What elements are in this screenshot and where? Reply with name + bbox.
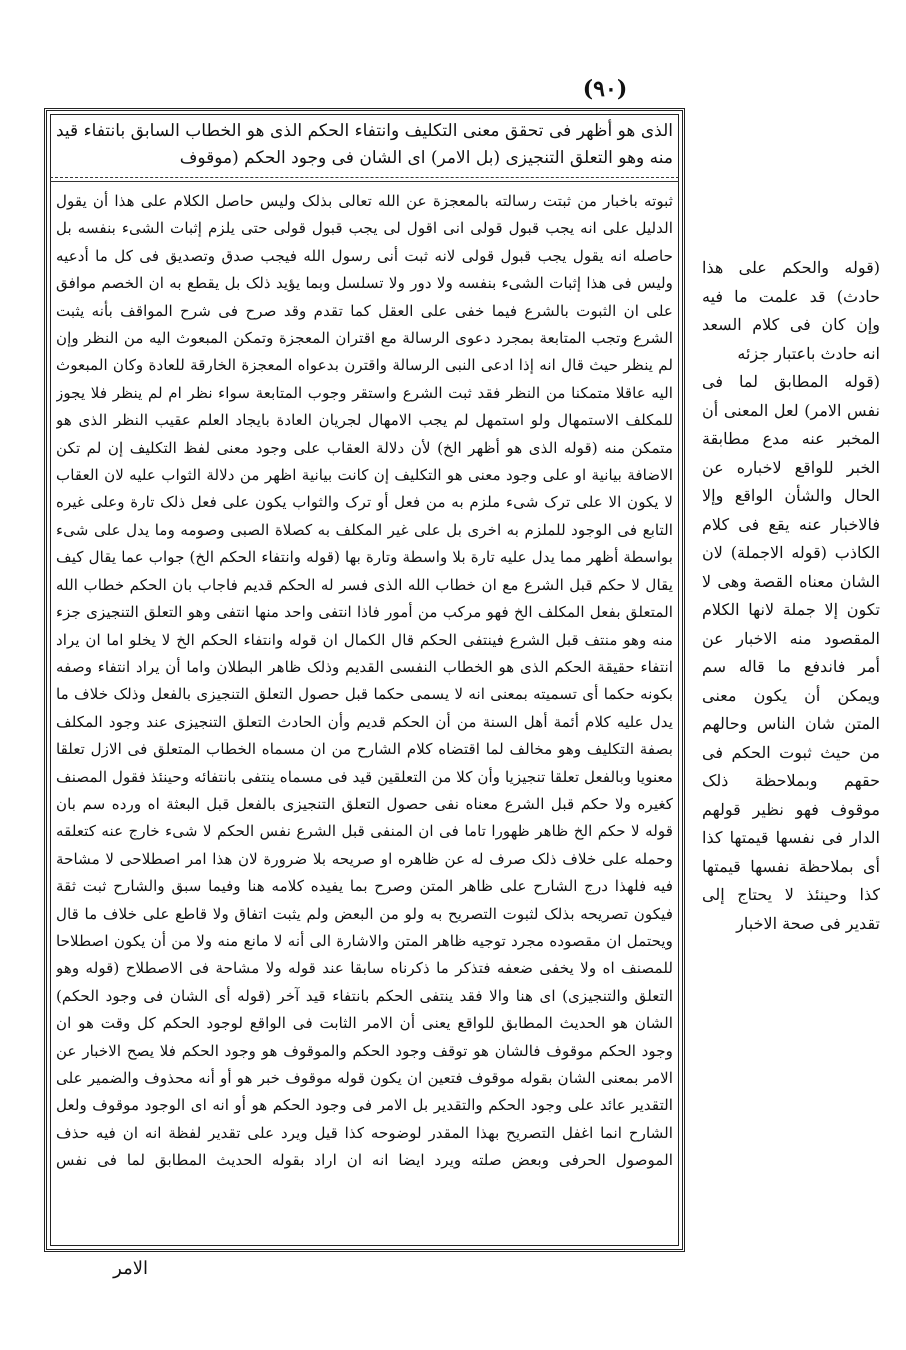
main-text-top: الذی هو أظهر فی تحقق معنی التکلیف وانتفاء الحکم الذی هو الخطاب السابق بانتفاء قید منه وهو التعلق التنجیزی (بل الامر) ای الشان فی وجود الحکم (موقوف — [56, 121, 673, 168]
commentary-text — [56, 188, 673, 1240]
catchword: الامر — [113, 1258, 148, 1279]
margin-note-2: (قوله المطابق لما فی نفس الامر) لعل المعنی أن المخبر عنه مدع مطابقة الخبر للواقع لاخباره عن الحال والشأن الواقع وإلا فالاخبار عنه یقع فی کلام الکاذب (قوله الاجملة) لان الشان معناه القصة وهی لا تکون إلا جملة لانها الکلام المقصود منه الاخبار عن أمر فاندفع ما قاله سم ویمکن أن یکون معنی المتن شان الناس وحالهم من حیث ثبوت الحکم فی حقهم وبملاحظة ذلک موقوف فهو نظیر قولهم الدار فی نفسها قیمتها کذا أی بملاحظة نفسها قیمتها کذا وحینئذ لا یحتاج إلی تقدیر فی صحة الاخبار — [702, 372, 880, 933]
margin-note-1: (قوله والحکم علی هذا حادث) قد علمت ما فیه وإن کان فی کلام السعد انه حادث باعتبار جزئه — [702, 258, 880, 363]
separator-line — [50, 181, 679, 182]
commentary-paragraph: ثبوته باخبار من ثبتت رسالته بالمعجزة عن الله تعالی بذلک ولیس حاصل الکلام علی هذا أن یقول الدلیل علی انه یجب قبول قولی انی اقول لی یجب قبول قولی حتی یلزم إثبات الشیء بنفسه بل حاصله انه یقول یجب قبول قولی لانه ثبت أنی رسول الله فیجب صدق وتصدیق فی کل ما أدعیه ولیس فی هذا إثبات الشیء بنفسه ولا دور ولا تسلسل وبما یؤید ذلک بل یقطع به ان الخصم موافق علی ان الثبوت بالشرع فیما خفی علی العقل کما تقدم وقد صرح فی شرح المواقف بأنه یثبت الشرع وتجب المتابعة بمجرد دعوی الرسالة مع اقتران المعجزة وتمکن المبعوث الیه من النظر وإن لم ینظر حیث قال انه إذا ادعی النبی الرسالة واقترن بدعواه المعجزة الخارقة للعادة وکان المبعوث الیه عاقلا متمکنا من النظر فقد ثبت الشرع واستقر وجوب المتابعة سواء نظر ام لم ینظر فلا یجوز للمکلف الاستمهال ولو استمهل لم یجب الامهال لجریان العادة بایجاد العلم عقیب النظر الذی هو متمکن منه (قوله الذی هو أظهر الخ) لأن دلالة العقاب علی وجود معنی لفظ التکلیف إن لم تکن الاضافة بیانیة او علی وجود معنی هو التکلیف إن کانت بیانیة اظهر من دلالة الثواب علیه لان العقاب لا یکون الا علی ترک شیء ملزم به من فعل أو ترک والثواب یکون علی فعل ذلک تارة وعلی غیره التابع فی الوجود للملزم به اخری بل علی غیر المکلف به کصلاة الصبی وصومه وما یدل علی شیء بواسطة أظهر مما یدل علیه تارة بلا واسطة وتارة بها (قوله وانتفاء الحکم الخ) جواب عما یقال کیف یقال لا حکم قبل الشرع مع ان خطاب الله الذی فسر له الحکم قدیم فاجاب بان الحکم خطاب الله المتعلق بفعل المکلف الخ فهو مرکب من أمور فاذا انتفی واحد منها انتفی وهو التعلق التنجیزی جزء منه وهو منتف قبل الشرع فینتفی الحکم قال الکمال ان قوله وانتفاء الحکم الخ لا یخلو اما ان یراد انتفاء حقیقة الحکم الذی هو الخطاب النفسی القدیم وذلک ظاهر البطلان واما أن یراد انتفاء وصفه بکونه حکما أی تسمیته بمعنی انه لا یسمی حکما قبل حصول التعلق التنجیزی بالفعل وذلک خلاف ما یدل علیه کلام أئمة أهل السنة من أن الحکم قدیم وأن الحادث التعلق التنجیزی عند وجود المکلف بصفة التکلیف وهو مخالف لما اقتضاه کلام الشارح من ان مسماه الخطاب المتعلق فی الازل تعلقا معنویا وبالفعل تعلقا تنجیزیا وأن کلا من التعلقین قید فی مسماه ینتفی بانتفائه وحینئذ فقول المصنف کغیره ولا حکم قبل الشرع معناه نفی حصول التعلق التنجیزی بالفعل قبل البعثة اه ورده سم بان قوله لا حکم الخ ظاهر ظهورا تاما فی ان المنفی قبل الشرع نفس الحکم لا شیء خارج عنه کتعلقه وحمله علی خلاف ذلک صرف له عن ظاهره او صریحه بلا ضرورة لان هذا امر اصطلاحی لا مشاحة فیه فلهذا درج الشارح علی ظاهر المتن وصرح بما یفیده کلامه هنا وفیما سبق والشارح ثبت ثقة فیکون تصریحه بذلک لثبوت التصریح به ولو من البعض ولم یثبت اتفاق ولا قاطع علی خلاف ما قال ویحتمل ان مقصوده مجرد توجیه ظاهر المتن والاشارة الی أنه لا مانع منه ولا من أن یکون اصطلاحا للمصنف اه ولا یخفی ضعفه فتذکر ما ذکرناه سابقا عند قوله ولا مشاحة فی الاصطلاح (قوله وهو التعلق والتنجیزی) ای هنا والا فقد ینتفی الحکم بانتفاء قید آخر (قوله أی الشان فی وجود الحکم) الشان هو الحدیث المطابق للواقع یعنی أن الامر الثابت فی الواقع لوجود الحکم کل وقت هو ان وجود الحکم موقوف فالشان هو توقف وجود الحکم والموقوف هو وجود الحکم فلا یصح الاخبار عن الامر بمعنی الشان بقوله موقوف فتعین ان یکون قوله موقوف خبر هو أو أنه محذوف والضمیر علی التقدیر عائد علی وجود الحکم والتقدیر بل الامر فی وجود الحکم هو أو انه ای الوجود موقوف ولعل الشارح انما اغفل التصریح بهذا المقدر لوضوحه کذا قیل ویرد علی تقدیر لفظة انه ان فیه حذف الموصول الحرفی وبعض صلته ویرد ایضا انه ان اراد بقوله الحدیث المطابق لما فی نفس — [56, 192, 673, 1170]
separator-dashed — [50, 177, 679, 178]
margin-notes — [702, 254, 880, 938]
page-number: (۹۰) — [582, 76, 628, 102]
